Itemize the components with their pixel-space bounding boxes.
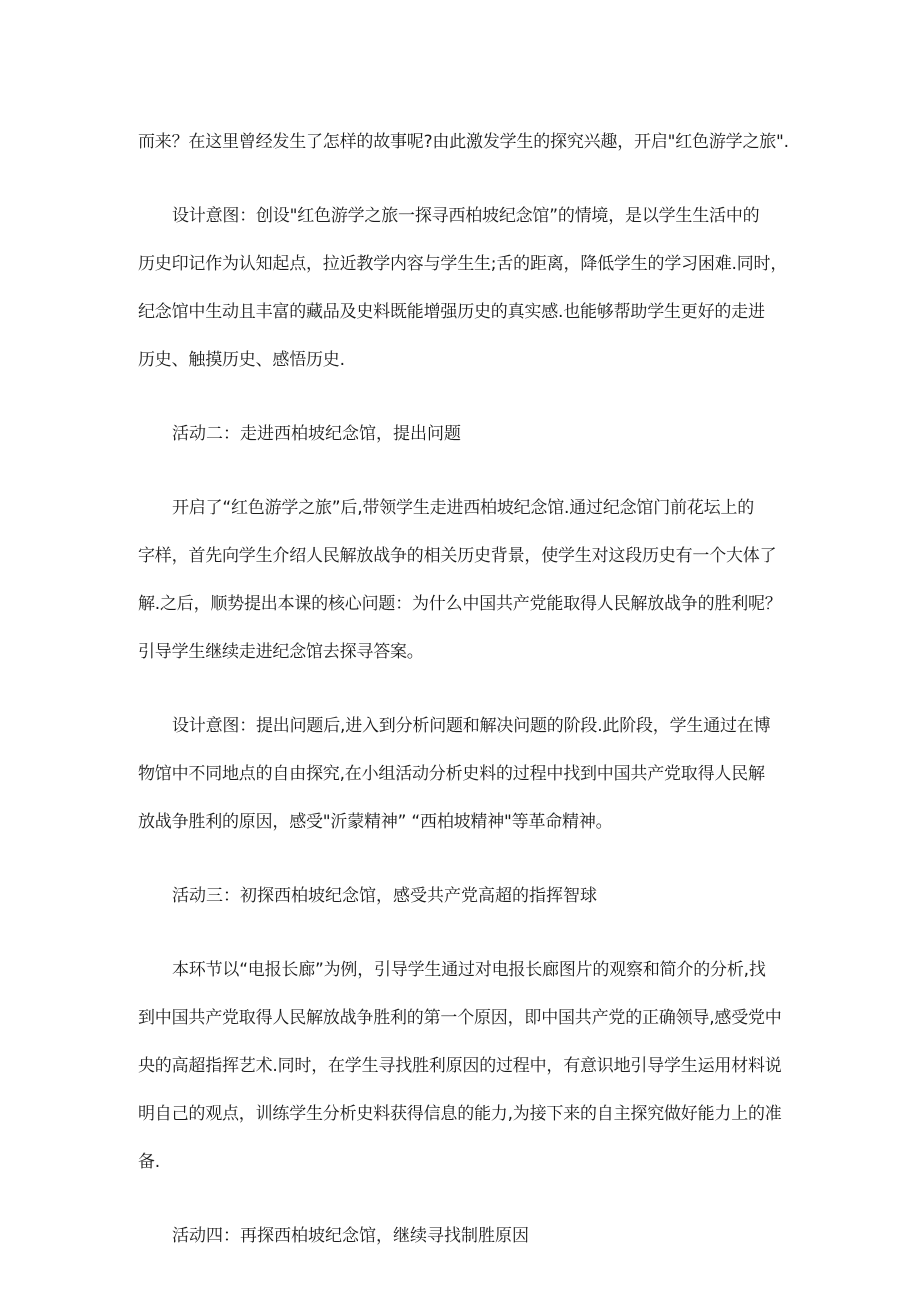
document-body [138,118,798,1286]
text-line: 备. [138,1152,161,1172]
text-line: 开启了“红色游学之旅”后,带领学生走进西柏坡纪念馆.通过纪念馆门前花坛上的 [172,498,755,518]
paragraph-activity-3 [138,946,798,1186]
text-line: 设计意图：提出问题后,进入到分析问题和解决问题的阶段.此阶段，学生通过在博 [172,716,771,736]
text-line: 而来？在这里曾经发生了怎样的故事呢?由此激发学生的探究兴趣，开启"红色游学之旅". [138,132,789,152]
text-line: 央的高超指挥艺术.同时，在学生寻找胜利原因的过程中，有意识地引导学生运用材料说 [138,1056,782,1076]
text-line: 纪念馆中生动且丰富的藏品及史料既能增强历史的真实感.也能够帮助学生更好的走进 [138,302,765,322]
text-line: 明自己的观点，训练学生分析史料获得信息的能力,为接下来的自主探究做好能力上的准 [138,1104,782,1124]
text-line: 设计意图：创设"红色游学之旅一探寻西柏坡纪念馆”的情境，是以学生生活中的 [172,206,760,226]
text-line: 历史印记作为认知起点，拉近教学内容与学生生;舌的距离，降低学生的学习困难.同时， [138,254,788,274]
text-line: 历史、触摸历史、感悟历史. [138,350,345,370]
paragraph-continuation [138,118,798,166]
paragraph-activity-2 [138,484,798,676]
text-line: 到中国共产党取得人民解放战争胜利的第一个原因，即中国共产党的正确领导,感受党中 [138,1008,782,1028]
activity-heading-2: 活动二：走进西柏坡纪念馆，提出问题 [172,424,461,444]
text-line: 放战争胜利的原因，感受"沂蒙精神” “西柏坡精神"等革命精神。 [138,812,613,832]
activity-heading-3: 活动三：初探西柏坡纪念馆，感受共产党高超的指挥智球 [172,886,597,906]
text-line: 字样，首先向学生介绍人民解放战争的相关历史背景，使学生对这段历史有一个大体了 [138,546,777,566]
text-line: 解.之后，顺势提出本课的核心问题：为什么中国共产党能取得人民解放战争的胜利呢？ [138,594,782,614]
paragraph-design-intent-2 [138,702,798,846]
text-line: 物馆中不同地点的自由探究,在小组活动分析史料的过程中找到中国共产党取得人民解 [138,764,765,784]
activity-heading-4: 活动四：再探西柏坡纪念馆，继续寻找制胜原因 [172,1226,529,1246]
text-line: 本环节以“电报长廊”为例，引导学生通过对电报长廊图片的观察和简介的分析,找 [172,960,766,980]
text-line: 引导学生继续走进纪念馆去探寻答案。 [138,642,424,662]
paragraph-design-intent-1 [138,192,798,384]
